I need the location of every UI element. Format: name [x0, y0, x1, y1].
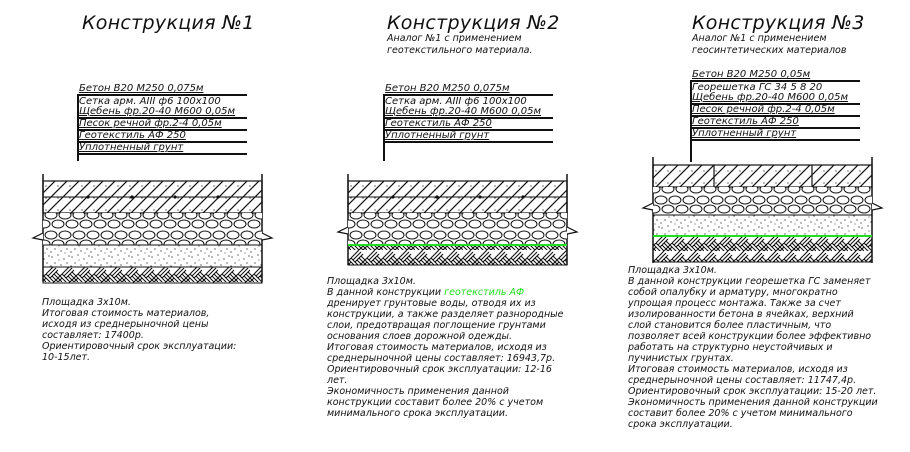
description-line: собой опалубку и арматуру, многократно — [628, 287, 838, 298]
description-line: слои, предотвращая поглощение грунтами — [327, 320, 546, 331]
layer-label: Геотекстиль АФ 250 — [79, 130, 186, 141]
description-line: Ориентировочный срок эксплуатации: 15-20 лет. — [628, 386, 877, 397]
description-line: Площадка 3х10м. — [628, 265, 717, 276]
layer-section-drawing — [640, 155, 885, 267]
layer-label: Георешетка ГС 34 5 8 20 — [692, 82, 823, 93]
description-line: среднерыночной цены составляет: 11747,4р. — [628, 375, 857, 386]
description-line: среднерыночной цены составляет: 16943,7р. — [327, 353, 556, 364]
description-prefix: В данной конструкции — [327, 287, 445, 298]
description-line: пучинистых грунтах. — [628, 353, 734, 364]
description-line: слой становится более пластичным, что — [628, 320, 832, 331]
description-line: Площадка 3х10м. — [327, 276, 416, 287]
construction-title: Конструкция №3 — [692, 12, 865, 34]
description-line: минимального срока эксплуатации. — [327, 408, 508, 419]
description-line: лет. — [327, 375, 348, 386]
layer-section-drawing — [30, 170, 275, 285]
description-line: Ориентировочный срок эксплуатации: 12-16 — [327, 364, 552, 375]
description-line: Ориентировочный срок эксплуатации: — [42, 341, 237, 352]
layer-label: Уплотненный грунт — [79, 142, 184, 153]
divider — [77, 153, 247, 155]
description-line: изолированности бетона в ячейках, верхний — [628, 309, 854, 320]
construction-subtitle: Аналог №1 с применением — [387, 33, 522, 44]
divider — [690, 139, 860, 141]
description-line: Итоговая стоимость материалов, исходя из — [327, 342, 547, 353]
layer-label: Геотекстиль АФ 250 — [692, 116, 799, 127]
construction-subtitle: Аналог №1 с применением — [692, 33, 827, 44]
description-line: Итоговая стоимость материалов, — [42, 308, 210, 319]
description-line: дренирует грунтовые воды, отводя их из — [327, 298, 536, 309]
construction-subtitle: геосинтетических материалов — [692, 45, 847, 56]
layer-label: Сетка арм. АIII ф6 100х100 — [385, 96, 527, 107]
layer-label: Уплотненный грунт — [385, 130, 490, 141]
layer-label: Бетон В20 М250 0,075м — [385, 83, 510, 94]
description-line: упрощая процесс монтажа. Также за счет — [628, 298, 841, 309]
description-line: исходя из среднерыночной цены — [42, 319, 209, 330]
description-line: составит более 20% с учетом минимального — [628, 408, 853, 419]
divider — [383, 141, 553, 143]
description-line: позволяет всей конструкции более эффективно — [628, 331, 872, 342]
layer-label: Уплотненный грунт — [692, 128, 797, 139]
description-line: В данной конструкции георешетка ГС заменяет — [628, 276, 871, 287]
description-line: Экономичность применения данной конструкции — [628, 397, 878, 408]
layer-label: Щебень фр.20-40 М600 0,05м — [692, 92, 849, 103]
layer-label: Песок речной фр.2-4 0,05м — [692, 104, 835, 115]
layer-label: Бетон В20 М250 0,05м — [692, 69, 811, 80]
layer-label: Бетон В20 М250 0,075м — [79, 83, 204, 94]
construction-subtitle: геотекстильного материала. — [387, 45, 533, 56]
construction-title: Конструкция №2 — [387, 12, 560, 34]
description-line: Экономичность применения данной — [327, 386, 509, 397]
geotextile-highlight: геотекстиль АФ — [444, 287, 525, 298]
description-line: конструкции составит более 20% с учетом — [327, 397, 544, 408]
description-line: конструкции, а также разделяет разнородные — [327, 309, 564, 320]
description-line — [327, 287, 524, 299]
layer-section-drawing — [335, 170, 580, 270]
description-line: 10-15лет. — [42, 352, 91, 363]
description-line: составляет: 17400р. — [42, 330, 144, 341]
construction-title: Конструкция №1 — [82, 12, 255, 34]
layer-label: Песок речной фр.2-4 0,05м — [79, 118, 222, 129]
layer-label: Сетка арм. АIII ф6 100х100 — [79, 96, 221, 107]
layer-label: Щебень фр.20-40 М600 0,05м — [385, 106, 542, 117]
description-line: Итоговая стоимость материалов, исходя из — [628, 364, 848, 375]
description-line: основания слоев дорожной одежды. — [327, 331, 513, 342]
layer-label: Щебень фр.20-40 М600 0,05м — [79, 106, 236, 117]
layer-label: Геотекстиль АФ 250 — [385, 118, 492, 129]
description-line: работать на структурно неустойчивых и — [628, 342, 833, 353]
description-line: срока эксплуатации. — [628, 419, 733, 430]
description-line: Площадка 3х10м. — [42, 297, 131, 308]
